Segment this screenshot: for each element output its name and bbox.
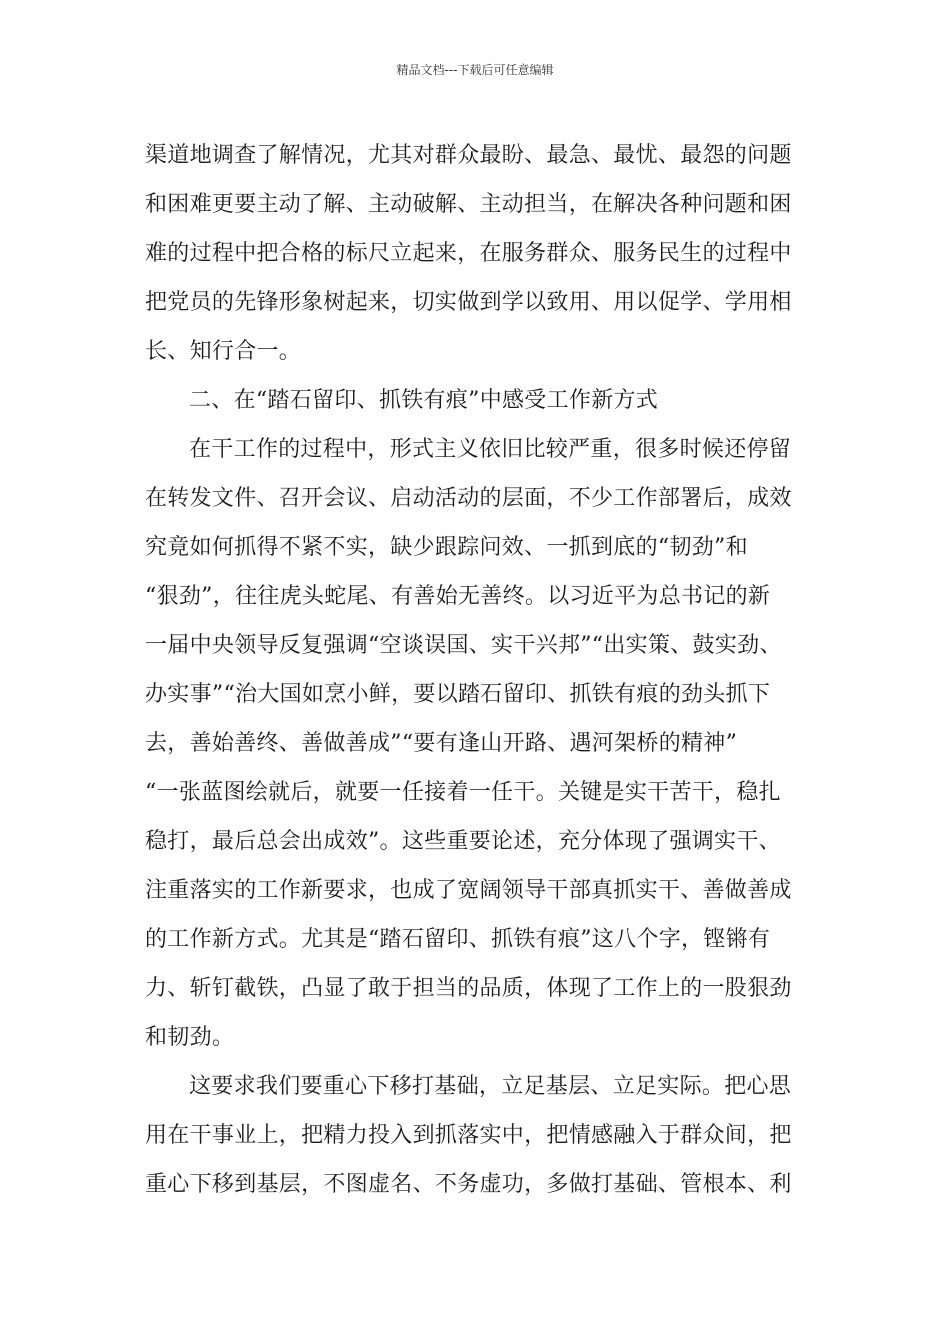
paragraph-line: 在转发文件、召开会议、启动活动的层面，不少工作部署后，成效 [145,486,792,511]
paragraph-line: 究竟如何抓得不紧不实，缺少跟踪问效、一抓到底的“韧劲”和 [145,535,748,560]
paragraph-line: 和困难更要主动了解、主动破解、主动担当，在解决各种问题和困 [145,192,792,217]
page-header: 精品文档---下载后可任意编辑 [396,63,554,77]
paragraph-line: 注重落实的工作新要求，也成了宽阔领导干部真抓实干、善做善成 [145,878,792,903]
paragraph-line: 长、知行合一。 [145,339,302,364]
section-heading: 二、在“踏石留印、抓铁有痕”中感受工作新方式 [189,388,659,413]
paragraph-line: 渠道地调查了解情况，尤其对群众最盼、最急、最忧、最怨的问题 [145,143,792,168]
paragraph-line: 难的过程中把合格的标尺立起来，在服务群众、服务民生的过程中 [145,241,792,266]
paragraph-line: 在干工作的过程中，形式主义依旧比较严重，很多时候还停留 [189,437,792,462]
paragraph-line: 稳打，最后总会出成效”。这些重要论述，充分体现了强调实干、 [145,829,781,854]
paragraph-line: 办实事”“治大国如烹小鲜，要以踏石留印、抓铁有痕的劲头抓下 [145,682,771,707]
paragraph-line: 去，善始善终、善做善成”“要有逢山开路、遇河架桥的精神” [145,731,738,756]
paragraph-line: 重心下移到基层，不图虚名、不务虚功，多做打基础、管根本、利 [145,1172,792,1197]
paragraph-line: “狠劲”，往往虎头蛇尾、有善始无善终。以习近平为总书记的新 [145,584,771,609]
paragraph-line: 力、斩钉截铁，凸显了敢于担当的品质，体现了工作上的一股狠劲 [145,976,792,1001]
document-body [145,131,825,1209]
paragraph-line: 这要求我们要重心下移打基础，立足基层、立足实际。把心思 [189,1074,792,1099]
paragraph-line: 一届中央领导反复强调“空谈误国、实干兴邦”“出实策、鼓实劲、 [145,633,782,658]
paragraph-line: “一张蓝图绘就后，就要一任接着一任干。关键是实干苦干，稳扎 [145,780,781,805]
paragraph-line: 和韧劲。 [145,1025,235,1050]
paragraph-line: 用在干事业上，把精力投入到抓落实中，把情感融入于群众间，把 [145,1123,792,1148]
paragraph-line: 的工作新方式。尤其是“踏石留印、抓铁有痕”这八个字，铿锵有 [145,927,771,952]
paragraph-line: 把党员的先锋形象树起来，切实做到学以致用、用以促学、学用相 [145,290,792,315]
